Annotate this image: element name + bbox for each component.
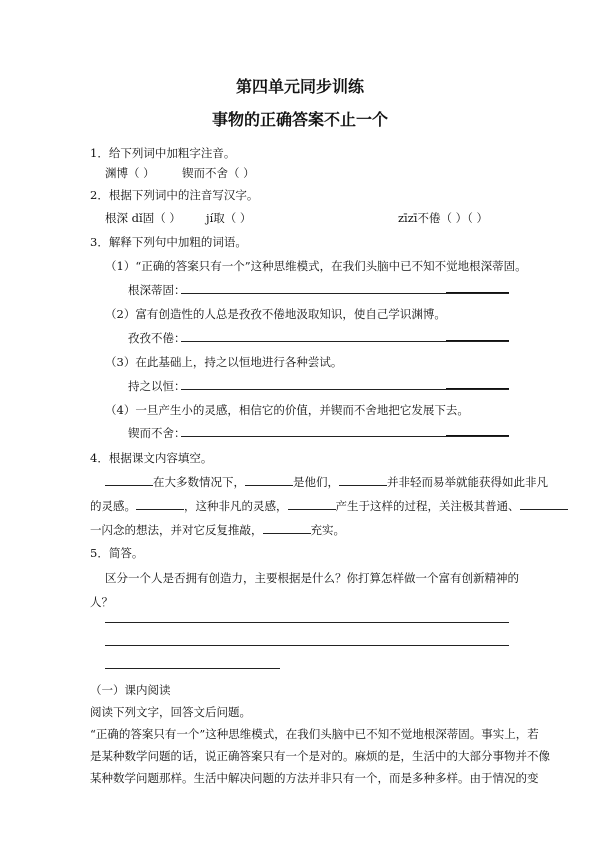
q4-row-3-text-a: 一闪念的想法，并对它反复推敲， [90,523,263,537]
q5-heading: 5．简答。 [90,546,144,560]
q2-heading: 2．根据下列词中的注音写汉字。 [90,188,259,202]
q3-answer-line-1-end [446,292,509,293]
q4-blank-6[interactable] [520,499,568,510]
q4-row-3-text-b: 充实。 [310,523,345,537]
q4-row-1-text-b: 是他们， [293,475,339,489]
q3-answer-line-4-end [446,435,509,436]
q4-blank-4[interactable] [136,499,184,510]
q5-prompt-line-1: 区分一个人是否拥有创造力，主要根据是什么？你打算怎样做一个富有创新精神的 [105,571,519,585]
reading-line-2: 是某种数学问题的话，说正确答案只有一个是对的。麻烦的是，生活中的大部分事物并不像 [90,749,550,763]
q3-answer-line-2[interactable] [181,341,509,342]
q2-item-2: jí取（ ） [206,211,252,225]
page-title: 第四单元同步训练 [235,77,364,96]
q3-answer-line-4[interactable] [181,436,509,437]
reading-heading: （一）课内阅读 [90,683,171,697]
q3-answer-line-3[interactable] [181,389,509,390]
q4-row-2-text-a: 的灵感。 [90,499,136,513]
q3-heading: 3．解释下列句中加粗的词语。 [90,235,247,249]
q4-row-1 [105,475,548,489]
q5-answer-line-2[interactable] [105,645,509,646]
q4-row-3 [90,523,345,537]
q3-label-3: 持之以恒： [128,379,186,393]
q3-sentence-4: （4）一旦产生小的灵感，相信它的价值，并锲而不舍地把它发展下去。 [105,403,469,417]
q4-row-2 [90,499,568,513]
q1-item-1: 渊博（ ） [105,166,155,180]
page-subtitle: 事物的正确答案不止一个 [211,110,388,129]
q4-blank-7[interactable] [263,523,311,534]
q5-answer-line-3[interactable] [105,668,280,669]
reading-instruction: 阅读下列文字，回答文后问题。 [90,705,251,719]
q4-blank-3[interactable] [339,475,387,486]
q1-item-2: 锲而不舍（ ） [182,166,255,180]
q3-sentence-3: （3）在此基础上，持之以恒地进行各种尝试。 [105,355,343,369]
q4-row-1-text-a: 在大多数情况下， [153,475,245,489]
q2-item-3: zīzī不倦（ ）（ ） [398,211,489,225]
q3-label-1: 根深蒂固： [128,283,186,297]
q5-answer-line-1[interactable] [105,622,509,623]
q3-sentence-2: （2）富有创造性的人总是孜孜不倦地汲取知识，使自己学识渊博。 [105,307,446,321]
q3-sentence-1: （1）“正确的答案只有一个”这种思维模式，在我们头脑中已不知不觉地根深蒂固。 [105,259,527,273]
q4-blank-5[interactable] [288,499,336,510]
q2-item-1: 根深 dǐ固（ ） [105,211,181,225]
q3-label-2: 孜孜不倦： [128,331,186,345]
q4-row-1-text-c: 并非轻而易举就能获得如此非凡 [387,475,548,489]
q4-row-2-text-b: ，这种非凡的灵感， [184,499,288,513]
q3-label-4: 锲而不舍： [128,426,186,440]
q3-answer-line-2-end [446,340,509,341]
q4-heading: 4．根据课文内容填空。 [90,451,213,465]
q4-row-2-text-c: 产生于这样的过程，关注极其普通、 [335,499,520,513]
q4-blank-2[interactable] [245,475,293,486]
reading-line-1: “正确的答案只有一个”这种思维模式，在我们头脑中已不知不觉地根深蒂固。事实上，若 [90,727,539,741]
q3-answer-line-3-end [446,388,509,389]
q1-heading: 1．给下列词中加粗字注音。 [90,146,236,160]
q3-answer-line-1[interactable] [181,293,509,294]
q5-prompt-line-2: 人？ [90,595,113,609]
reading-line-3: 某种数学问题那样。生活中解决问题的方法并非只有一个，而是多种多样。由于情况的变 [90,771,539,785]
q4-blank-1[interactable] [105,475,153,486]
